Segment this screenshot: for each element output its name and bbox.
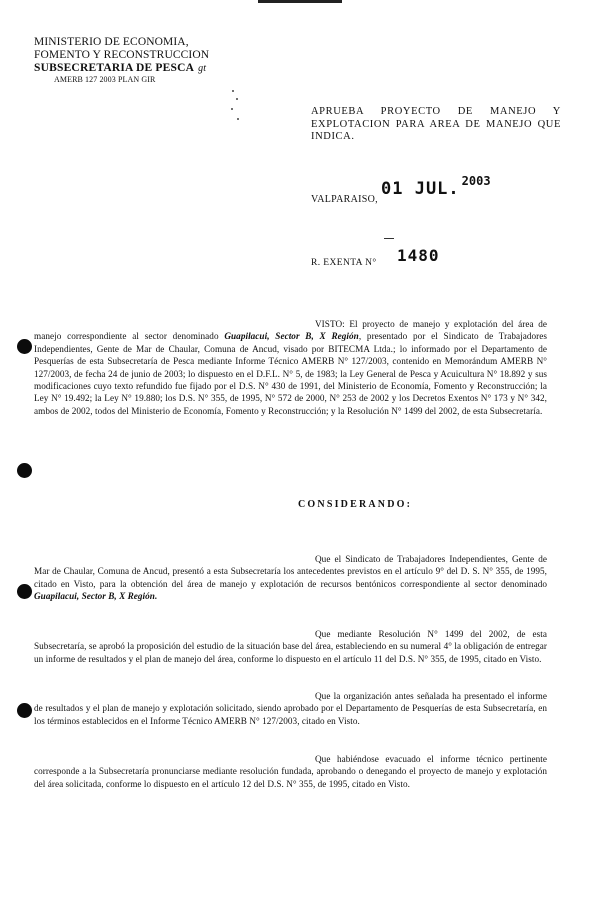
- punch-hole-4: [17, 703, 32, 718]
- scan-dots: [228, 88, 242, 128]
- letterhead: [34, 36, 209, 85]
- considerando-1-text: Que el Sindicato de Trabajadores Independientes, Gente de Mar de Chaular, Comuna de Ancud, presentó a esta Subsecretaría los antecedentes previstos en el artículo 9° del D. S. N° 355, de 1995, citado en Visto, para la obtención del área de manejo y explotación de recursos bentónicos correspondiente al sector denominado: [34, 554, 547, 589]
- considerando-paragraph-3: [34, 690, 547, 727]
- resolution-number: 1480: [397, 246, 440, 265]
- punch-hole-2: [17, 463, 32, 478]
- document-subject: APRUEBA PROYECTO DE MANEJO Y EXPLOTACION PARA AREA DE MANEJO QUE INDICA.: [311, 106, 561, 142]
- top-scan-mark: [258, 0, 342, 3]
- place-label: VALPARAISO,: [311, 194, 378, 205]
- considerando-paragraph-2: [34, 628, 547, 665]
- considerando-2-text: Que mediante Resolución N° 1499 del 2002, de esta Subsecretaría, se aprobó la proposición del estudio de la situación base del área, estableciendo en su numeral 4° la obligación de entregar un informe de resultados y el plan de manejo del área, conforme lo dispuesto en el artículo 11 del D.S. N° 355, de 1995, citado en Visto.: [34, 629, 547, 664]
- visto-sector: Guapilacui, Sector B, X Región: [224, 331, 359, 342]
- considerando-heading: CONSIDERANDO:: [298, 499, 413, 510]
- visto-text-1: VISTO: El proyecto de manejo y explotación del área de manejo correspondiente al sector denominado: [34, 319, 547, 342]
- ministry-line-1: MINISTERIO DE ECONOMIA,: [34, 36, 189, 48]
- considerando-paragraph-4: [34, 753, 547, 790]
- considerando-4-text: Que habiéndose evacuado el informe técnico pertinente corresponde a la Subsecretaría pronunciarse mediante resolución fundada, aprobando o denegando el proyecto de manejo y explotación del área solicitada, conforme lo dispuesto en el artículo 12 del D.S. N° 355, de 1995, citado en Visto.: [34, 754, 547, 789]
- date-stamp: [381, 174, 491, 199]
- considerando-3-text: Que la organización antes señalada ha presentado el informe de resultados y el plan de manejo y explotación solicitado, siendo aprobado por el Departamento de Pesquerías de esta Subsecretaría, en los términos establecidos en el Informe Técnico AMERB N° 127/2003, citado en Visto.: [34, 691, 547, 726]
- considerando-1-sector: Guapilacui, Sector B, X Región.: [34, 591, 158, 602]
- punch-hole-3: [17, 584, 32, 599]
- resolution-label: R. EXENTA N°: [311, 258, 377, 268]
- date-year: 2003: [461, 174, 491, 188]
- resolution-mark: [384, 238, 394, 239]
- reference-code: AMERB 127 2003 PLAN GIR: [54, 75, 156, 84]
- considerando-paragraph-1: [34, 553, 547, 603]
- ministry-line-2: FOMENTO Y RECONSTRUCCION: [34, 49, 210, 61]
- handwritten-initials: gt: [198, 63, 207, 74]
- visto-paragraph: [34, 318, 547, 417]
- date-day-month: 01 JUL.: [381, 179, 460, 199]
- punch-hole-1: [17, 339, 32, 354]
- subsecretaria-line: SUBSECRETARIA DE PESCA: [34, 62, 195, 74]
- visto-text-2: , presentado por el Sindicato de Trabajadores Independientes, Gente de Mar de Chaular, Comuna de Ancud, visado por BITECMA Ltda.; lo informado por el Departamento de Pesquerías de esta Subsecretaría de Pesca mediante Informe Técnico AMERB N° 127/2003, contenido en Memorándum AMERB N° 127/2003, de fecha 24 de junio de 2003; lo dispuesto en el D.F.L. N° 5, de 1983; la Ley General de Pesca y Acuicultura N° 18.892 y sus modificaciones cuyo texto refundido fue fijado por el D.S. N° 430 de 1991, del Ministerio de Economía, Fomento y Reconstrucción; la Ley N° 19.492; la Ley N° 19.880; los D.S. N° 355, de 1995, N° 572 de 2000, N° 253 de 2002 y los Decretos Exentos N° 173 y N° 342, ambos de 2002, todos del Ministerio de Economía, Fomento y Reconstrucción; y la Resolución N° 1499 del 2002, de esta Subsecretaría.: [34, 331, 548, 416]
